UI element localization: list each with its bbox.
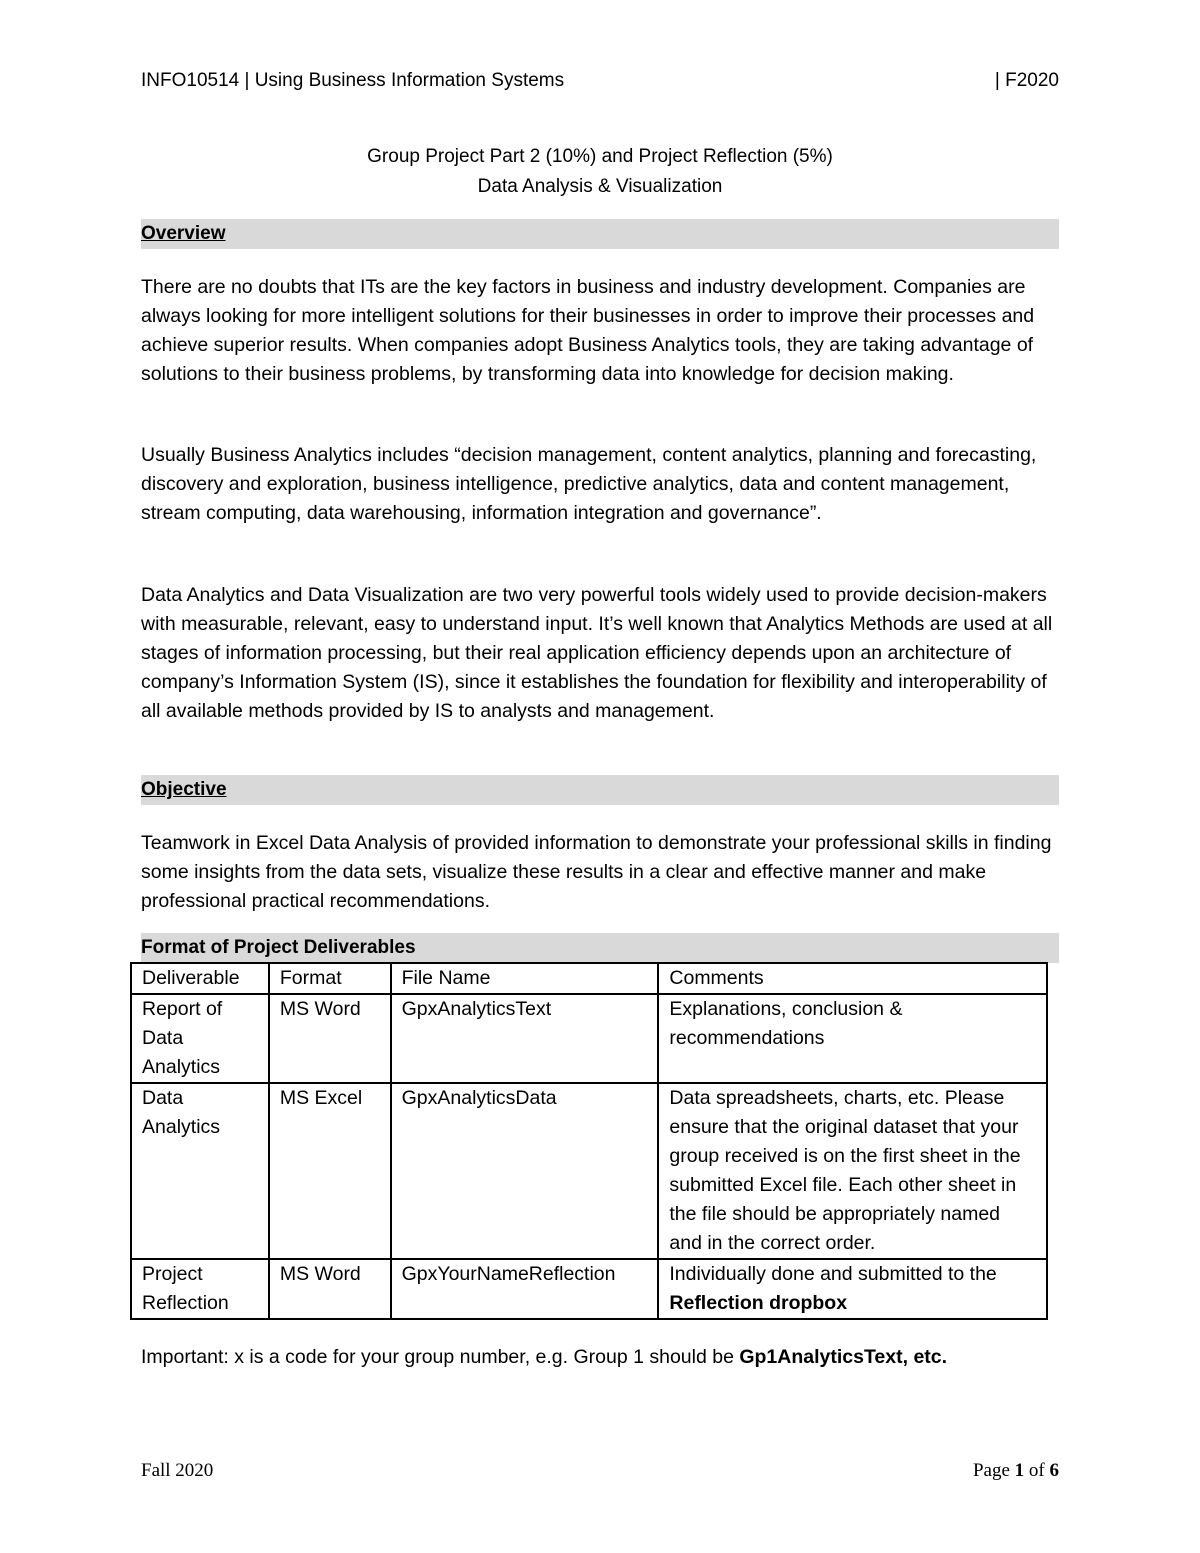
page-header [141, 70, 1059, 98]
overview-paragraph-1: There are no doubts that ITs are the key factors in business and industry development. Companies are always looking for more intelligent solutions for their businesses in order to improve their processes and achieve superior results. When companies adopt Business Analytics tools, they are taking advantage of solutions to their business problems, by transforming data into knowledge for decision making. [141, 276, 1035, 385]
objective-paragraph: Teamwork in Excel Data Analysis of provided information to demonstrate your professional skills in finding some insights from the data sets, visualize these results in a clear and effective manner and make professional practical recommendations. [141, 832, 1052, 912]
title-line-1: Group Project Part 2 (10%) and Project Reflection (5%) [367, 146, 833, 167]
cell-deliverable: Data Analytics [131, 1083, 269, 1259]
page-number [973, 1460, 1059, 1482]
cell-file-name: GpxYourNameReflection [391, 1259, 659, 1319]
total-pages: 6 [1049, 1460, 1059, 1481]
cell-format: MS Word [269, 1259, 391, 1319]
column-header-comments: Comments [658, 963, 1047, 994]
cell-deliverable: Project Reflection [131, 1259, 269, 1319]
overview-paragraph-2: Usually Business Analytics includes “decision management, content analytics, planning and forecasting, discovery and exploration, business intelligence, predictive analytics, data and content management, stream computing, data warehousing, information integration and governance”. [141, 444, 1037, 524]
reflection-dropbox-text: Reflection dropbox [669, 1292, 848, 1314]
objective-heading: Objective [141, 779, 227, 800]
comments-text: Individually done and submitted to the [669, 1263, 997, 1285]
document-title [0, 142, 1200, 202]
important-note [141, 1343, 947, 1372]
important-note-text: Important: x is a code for your group number, e.g. Group 1 should be [141, 1346, 740, 1368]
page-of-label: of [1024, 1460, 1050, 1481]
current-page: 1 [1014, 1460, 1025, 1481]
page-label: Page [972, 1460, 1015, 1481]
table-row [131, 994, 1047, 1083]
cell-comments [658, 1259, 1047, 1319]
overview-heading: Overview [141, 223, 226, 244]
table-row [131, 1083, 1047, 1259]
column-header-file-name: File Name [391, 963, 659, 994]
objective-heading-band [141, 775, 1059, 805]
column-header-deliverable: Deliverable [131, 963, 269, 994]
deliverables-table [130, 962, 1048, 1320]
cell-comments: Data spreadsheets, charts, etc. Please ensure that the original dataset that your group received is on the first sheet in the submitted Excel file. Each other sheet in the file should be appropriately named and in the correct order. [658, 1083, 1047, 1259]
header-term: | F2020 [994, 70, 1059, 91]
important-note-example: Gp1AnalyticsText, etc. [739, 1346, 948, 1368]
overview-paragraph-3: Data Analytics and Data Visualization are two very powerful tools widely used to provide decision-makers with measurable, relevant, easy to understand input. It’s well known that Analytics Methods are used at all stages of information processing, but their real application efficiency depends upon an architecture of company’s Information System (IS), since it establishes the foundation for flexibility and interoperability of all available methods provided by IS to analysts and management. [141, 584, 1053, 722]
column-header-format: Format [269, 963, 391, 994]
cell-file-name: GpxAnalyticsText [391, 994, 659, 1083]
cell-format: MS Excel [269, 1083, 391, 1259]
overview-heading-band [141, 219, 1059, 249]
cell-comments: Explanations, conclusion & recommendations [658, 994, 1047, 1083]
header-course-title: INFO10514 | Using Business Information Systems [141, 70, 565, 91]
deliverables-heading: Format of Project Deliverables [141, 933, 1059, 963]
cell-deliverable: Report of Data Analytics [131, 994, 269, 1083]
table-row [131, 1259, 1047, 1319]
footer-term: Fall 2020 [141, 1460, 214, 1481]
title-line-2: Data Analysis & Visualization [477, 176, 723, 197]
cell-format: MS Word [269, 994, 391, 1083]
table-header-row [131, 963, 1047, 994]
cell-file-name: GpxAnalyticsData [391, 1083, 659, 1259]
